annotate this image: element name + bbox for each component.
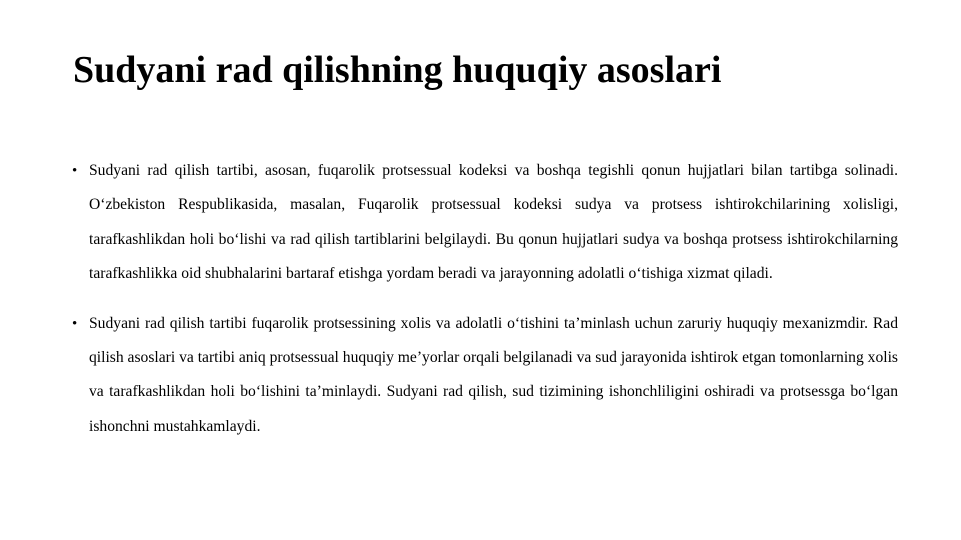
slide-body	[72, 154, 898, 459]
bullet-item	[72, 154, 898, 292]
bullet-item	[72, 307, 898, 445]
bullet-icon: •	[72, 163, 78, 179]
bullet-text: Sudyani rad qilish tartibi fuqarolik protsessining xolis va adolatli o‘tishini ta’minlash uchun zaruriy huquqiy mexanizmdir. Rad qilish asoslari va tartibi aniq protsessual huquqiy me’yorlar orqali belgilanadi va sud jarayonida ishtirok etgan tomonlarning xolis va tarafkashlikdan holi bo‘lishini ta’minlaydi. Sudyani rad qilish, sud tizimining ishonchliligini oshiradi va protsessga bo‘lgan ishonchni mustahkamlaydi.	[89, 314, 898, 435]
slide-title: Sudyani rad qilishning huquqiy asoslari	[73, 49, 722, 91]
bullet-icon: •	[72, 315, 78, 332]
bullet-text: Sudyani rad qilish tartibi, asosan, fuqarolik protsessual kodeksi va boshqa tegishli qonun hujjatlari bilan tartibga solinadi. O‘zbekiston Respublikasida, masalan, Fuqarolik protsessual kodeksi sudya va protsess ishtirokchilarining xolisligi, tarafkashlikdan holi bo‘lishi va rad qilish tartiblarini belgilaydi. Bu qonun hujjatlari sudya va boshqa protsess ishtirokchilarning tarafkashlikka oid shubhalarini bartaraf etishga yordam beradi va jarayonning adolatli o‘tishiga xizmat qiladi.	[89, 162, 898, 283]
